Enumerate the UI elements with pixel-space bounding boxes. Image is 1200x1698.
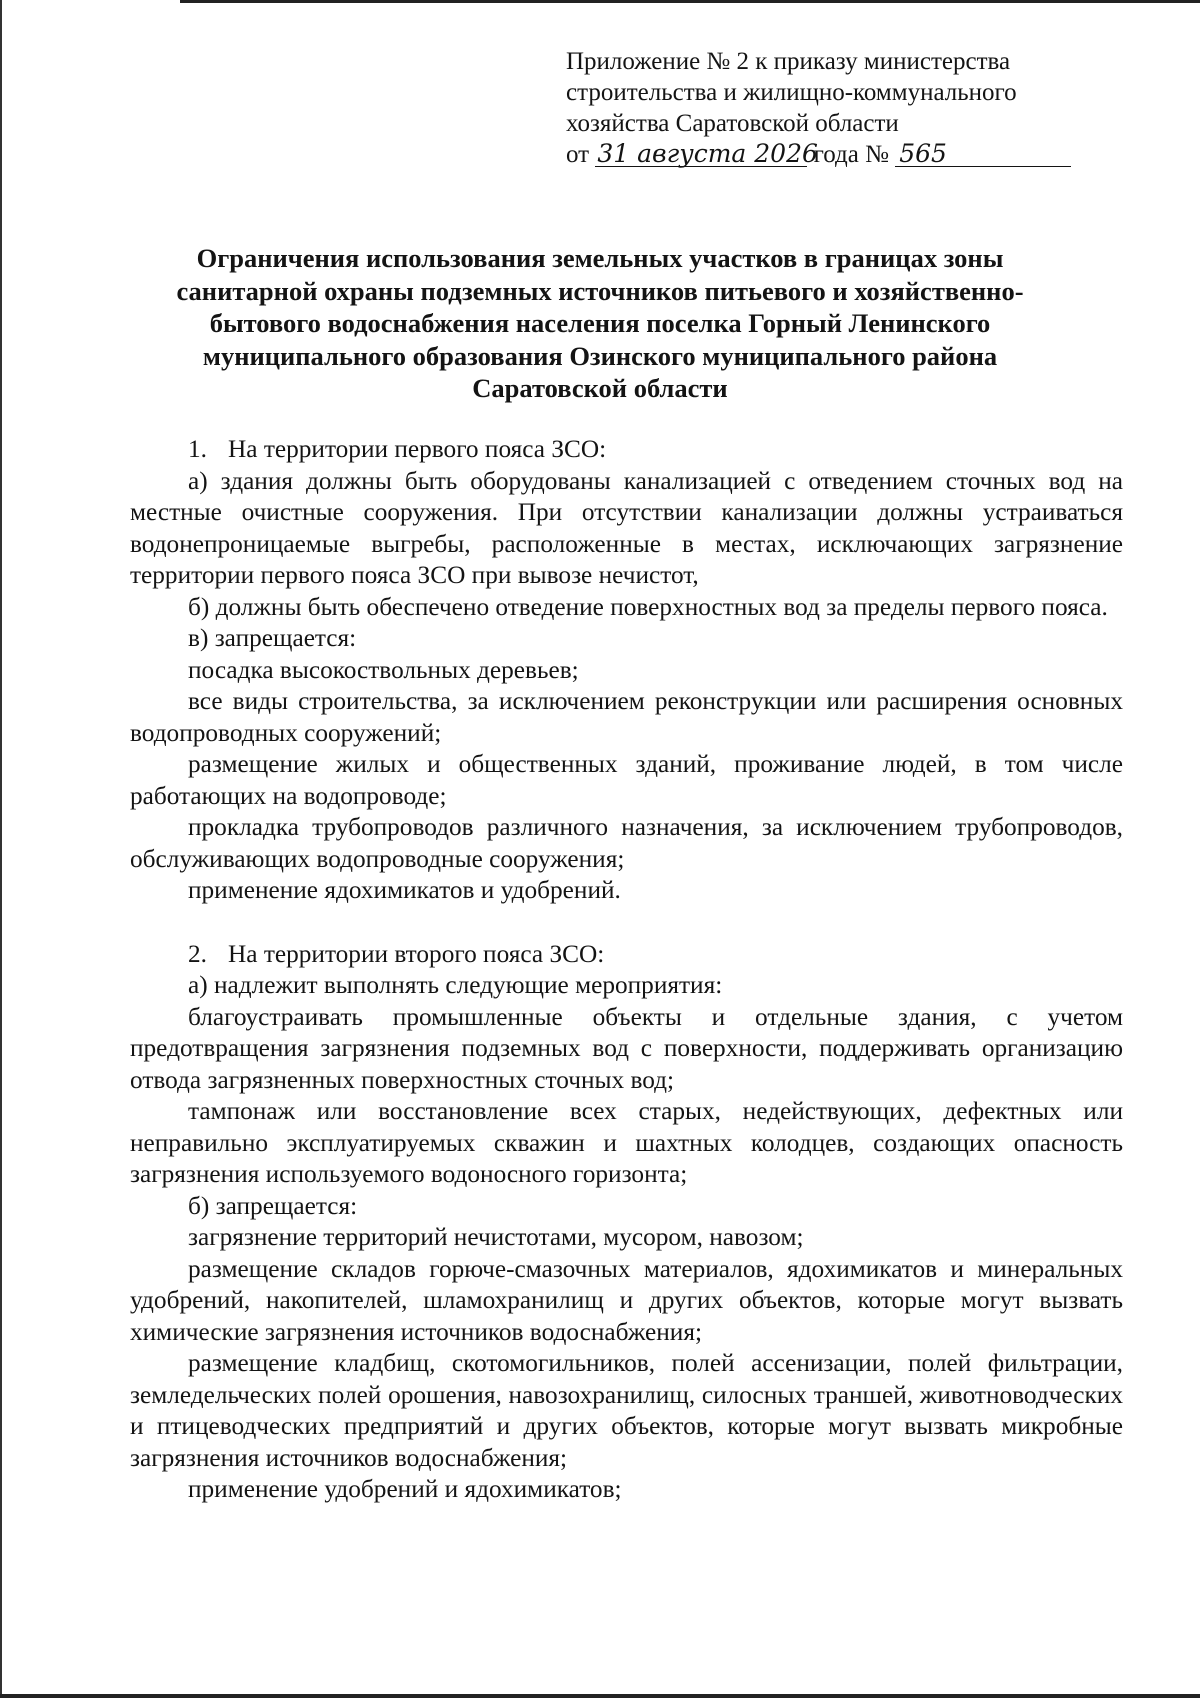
handwritten-date: 31 августа 2026 (597, 139, 818, 168)
section-2-prohibition-2: размещение складов горюче-смазочных материалов, ядохимикатов и минеральных удобрений, накопителей, шламохранилищ и других объектов, которые могут вызвать химические загрязнения источников водоснабжения; (130, 1254, 1123, 1346)
section-1-heading (130, 434, 1123, 466)
section-1-prohibition-4: прокладка трубопроводов различного назначения, за исключением трубопроводов, обслуживающих водопроводные сооружения; (130, 813, 1123, 873)
section-1-item-c-label: в) запрещается: (188, 624, 357, 652)
section-1-prohibition-2: все виды строительства, за исключением реконструкции или расширения основных водопроводных сооружений; (130, 687, 1123, 747)
section-1-prohibition-5: применение ядохимикатов и удобрений. (188, 876, 621, 904)
header-line-1: Приложение № 2 к приказу министерства (566, 48, 1011, 75)
section-1-prohibition-3: размещение жилых и общественных зданий, проживание людей, в том числе работающих на водопроводе; (130, 750, 1123, 810)
scan-border-top (180, 0, 1200, 3)
section-1-item-b: б) должны быть обеспечено отведение поверхностных вод за пределы первого пояса. (188, 592, 1108, 621)
date-prefix: от (566, 141, 590, 168)
section-2-number: 2. (188, 939, 207, 968)
section-2-heading-text: На территории второго пояса ЗСО: (228, 939, 605, 968)
header-line-2: строительства и жилищно-коммунального (566, 79, 1017, 106)
year-number-label: года № (813, 141, 889, 168)
section-2-heading (130, 939, 1123, 971)
document-title: Ограничения использования земельных участков в границах зоны санитарной охраны подземных источников питьевого и хозяйственно-бытового водоснабжения населения поселка Горный Ленинского муниципального образования Озинского муниципального района Саратовской области (176, 243, 1024, 403)
document-body (130, 434, 1123, 1506)
scan-border-left (0, 0, 2, 1698)
section-2-measure-2: тампонаж или восстановление всех старых, недействующих, дефектных или неправильно эксплуатируемых скважин и шахтных колодцев, создающих опасность загрязнения используемого водоносного горизонта; (130, 1097, 1123, 1188)
section-2-item-a-label: а) надлежит выполнять следующие мероприятия: (188, 971, 723, 999)
section-2-measure-1: благоустраивать промышленные объекты и отдельные здания, с учетом предотвращения загрязнения подземных вод с поверхности, поддерживать организацию отвода загрязненных поверхностных сточных вод; (130, 1002, 1123, 1094)
section-1-prohibition-1: посадка высокоствольных деревьев; (188, 655, 579, 684)
header-line-3: хозяйства Саратовской области (566, 110, 899, 137)
handwritten-order-number: 565 (895, 141, 1071, 167)
header-date-line (566, 139, 1086, 170)
appendix-header (566, 46, 1086, 170)
section-1-item-a: а) здания должны быть оборудованы канализацией с отведением сточных вод на местные очистные сооружения. При отсутствии канализации должны устраиваться водонепроницаемые выгребы, расположенные в местах, исключающих загрязнение территории первого пояса ЗСО при вывозе нечистот, (130, 466, 1123, 589)
section-2-prohibition-3: размещение кладбищ, скотомогильников, полей ассенизации, полей фильтрации, земледельческих полей орошения, навозохранилищ, силосных траншей, животноводческих и птицеводческих предприятий и других объектов, которые могут вызвать микробные загрязнения источников водоснабжения; (130, 1349, 1123, 1472)
section-1-heading-text: На территории первого пояса ЗСО: (228, 435, 607, 463)
section-2-prohibition-4: применение удобрений и ядохимикатов; (188, 1475, 622, 1503)
section-2-prohibition-1: загрязнение территорий нечистотами, мусором, навозом; (188, 1223, 804, 1251)
section-1-number: 1. (188, 435, 207, 463)
scan-border-bottom (0, 1694, 1200, 1698)
section-spacer (130, 907, 1123, 939)
section-2-item-b-label: б) запрещается: (188, 1191, 358, 1220)
